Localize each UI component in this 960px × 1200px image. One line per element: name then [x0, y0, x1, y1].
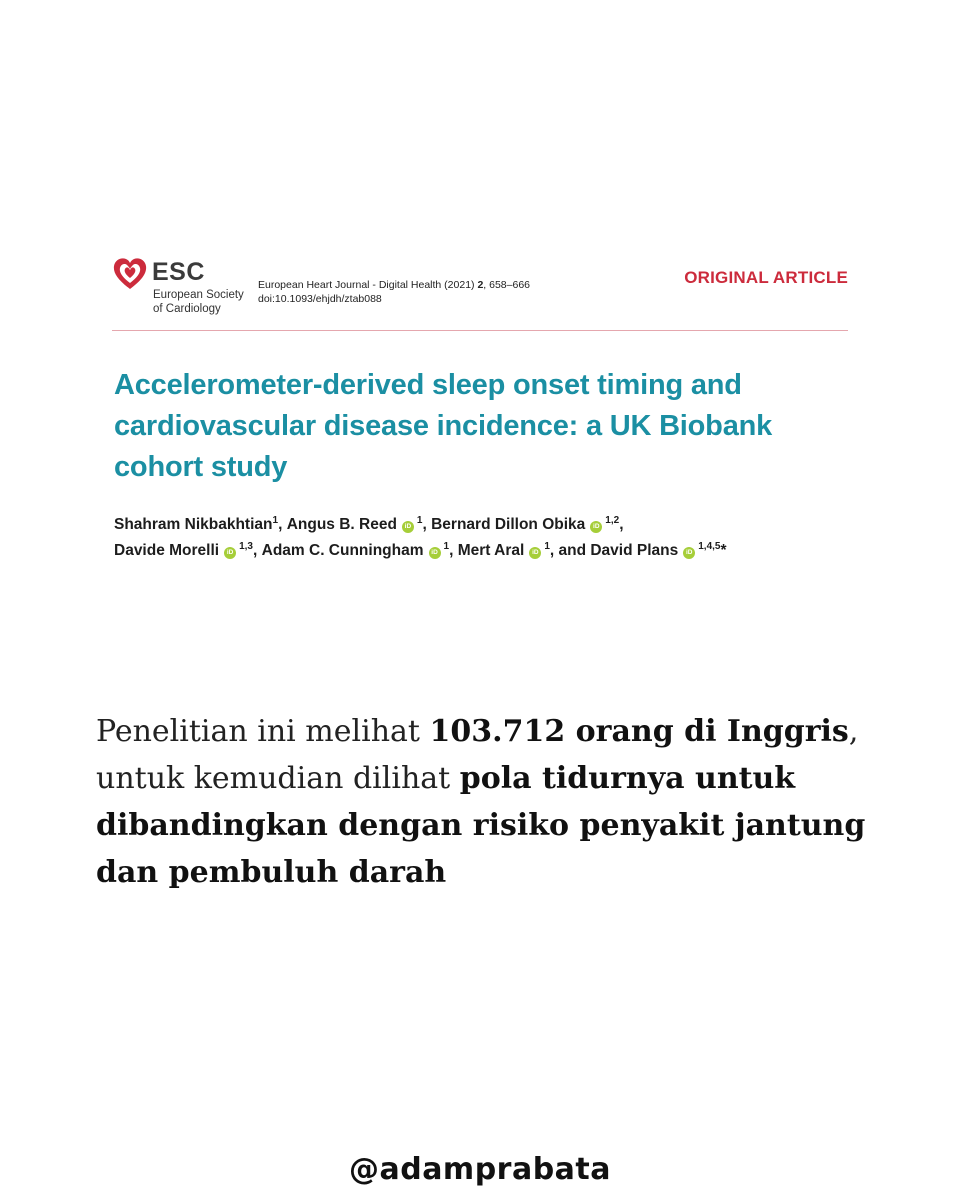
- orcid-icon[interactable]: iD: [529, 547, 541, 559]
- author-affiliation: 1,3: [239, 541, 253, 552]
- caption-part-1: Penelitian ini melihat: [96, 714, 430, 749]
- author-name: Davide Morelli: [114, 542, 220, 559]
- author-name: Bernard Dillon Obika: [431, 516, 586, 533]
- orcid-icon[interactable]: iD: [429, 547, 441, 559]
- author-entry: [114, 542, 262, 559]
- author-affiliation: 1: [272, 515, 279, 526]
- article-header-screenshot: [112, 252, 852, 564]
- caption-highlight-purpose: pola tidurnya untuk dibandingkan dengan risiko penyakit jantung dan pembuluh darah: [96, 761, 866, 890]
- article-type-label: ORIGINAL ARTICLE: [684, 268, 848, 287]
- author-separator: ,: [253, 542, 262, 559]
- society-name: [153, 288, 244, 316]
- journal-doi: doi:10.1093/ehjdh/ztab088: [258, 293, 382, 305]
- author-affiliation: 1,4,5: [698, 541, 721, 552]
- author-separator: ,: [619, 516, 624, 533]
- society-line-2: of Cardiology: [153, 303, 221, 315]
- author-list: [114, 512, 754, 564]
- author-separator: , and: [549, 542, 591, 559]
- author-separator: ,: [449, 542, 458, 559]
- author-affiliation: 1: [416, 515, 423, 526]
- journal-header: [112, 252, 852, 318]
- orcid-icon[interactable]: iD: [683, 547, 695, 559]
- author-name: Mert Aral: [457, 542, 525, 559]
- author-affiliation: 1,2: [605, 515, 620, 526]
- caption-highlight-count: 103.712 orang di Inggris: [429, 714, 849, 749]
- author-name: Shahram Nikbakhtian: [114, 516, 273, 533]
- author-separator: ,: [422, 516, 432, 533]
- journal-pages: , 658–666: [483, 279, 531, 291]
- journal-citation: [258, 278, 530, 306]
- author-name: David Plans: [590, 542, 679, 559]
- header-divider: [112, 330, 848, 331]
- article-title: Accelerometer-derived sleep onset timing and cardiovascular disease incidence: a UK Biobank cohort study: [114, 369, 773, 483]
- caption-part-3: , untuk kemudian dilihat: [96, 714, 859, 796]
- orcid-icon[interactable]: iD: [590, 521, 602, 533]
- author-entry: [431, 516, 623, 533]
- author-entry: [114, 516, 287, 533]
- author-entry: [590, 542, 726, 559]
- author-affiliation: 1: [443, 541, 450, 552]
- author-entry: [458, 542, 591, 559]
- orcid-icon[interactable]: iD: [402, 521, 414, 533]
- caption-text: [96, 708, 876, 896]
- author-name: Angus B. Reed: [286, 516, 397, 533]
- author-entry: [262, 542, 458, 559]
- author-separator: ,: [278, 516, 287, 533]
- author-separator: *: [720, 542, 727, 559]
- esc-logo-text: ESC: [152, 258, 205, 286]
- author-name: Adam C. Cunningham: [261, 542, 424, 559]
- author-affiliation: 1: [544, 541, 550, 552]
- author-entry: [287, 516, 431, 533]
- journal-name: European Heart Journal - Digital Health (2021): [258, 279, 478, 291]
- author-handle: @adamprabata: [348, 1152, 612, 1187]
- society-line-1: European Society: [153, 289, 244, 301]
- journal-volume: 2: [477, 279, 484, 291]
- esc-heart-logo-icon: [112, 256, 148, 292]
- orcid-icon[interactable]: iD: [224, 547, 236, 559]
- journal-line: [258, 278, 530, 292]
